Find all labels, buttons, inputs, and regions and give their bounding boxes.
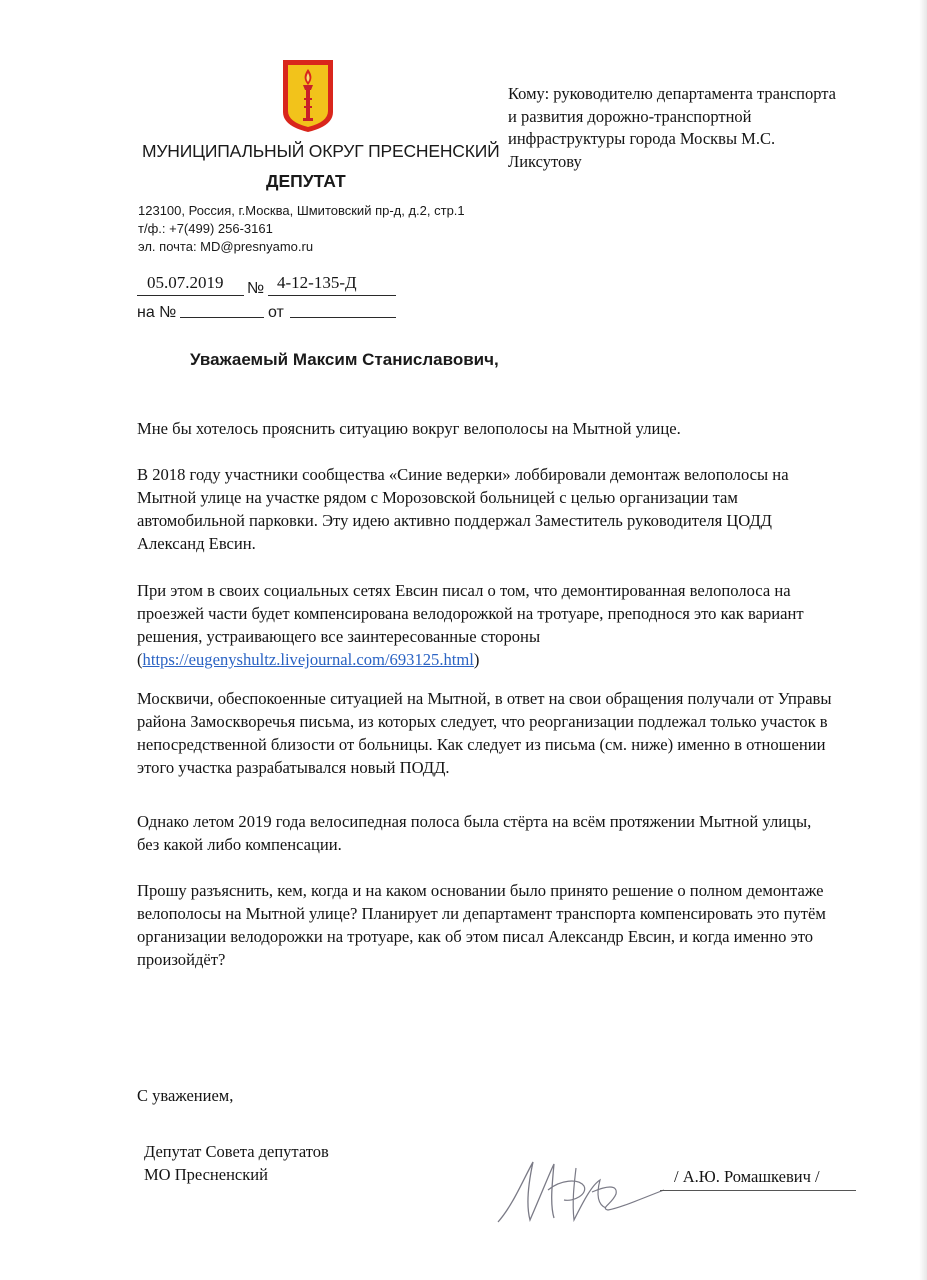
letter-number: 4-12-135-Д [277,273,357,292]
body-paragraph-2: В 2018 году участники сообщества «Синие ведерки» лоббировали демонтаж велополосы на Мытной улице на участке рядом с Морозовской больницей с целью организации там автомобильной парковки. Эту идею активно поддержал Заместитель руководителя ЦОДД Александ Евсин. [137,465,789,553]
livejournal-link[interactable]: https://eugenyshultz.livejournal.com/693125.html [142,650,474,669]
from-date-underline [290,317,396,318]
signatory-organization: МО Пресненский [144,1165,268,1184]
letterhead-title: ДЕПУТАТ [266,171,346,191]
body-paragraph-1: Мне бы хотелось прояснить ситуацию вокруг велополосы на Мытной улице. [137,419,681,438]
body-paragraph-4: Москвичи, обеспокоенные ситуацией на Мытной, в ответ на свои обращения получали от Управы района Замоскворечья письма, из которых следует, что реорганизации подлежал только участок в непосредственной близости от больницы. Как следует из письма (см. ниже) именно в отношении этого участка разрабатывался новый ПОДД. [137,689,832,777]
body-paragraph-5: Однако летом 2019 года велосипедная полоса была стёрта на всём протяжении Мытной улицы, без какой либо компенсации. [137,812,812,854]
date-underline [137,295,244,296]
body-paragraph-3-text: При этом в своих социальных сетях Евсин писал о том, что демонтированная велополоса на проезжей части будет компенсирована велодорожкой на тротуаре, преподнося это как вариант решения, устраивающего все заинтересованные стороны ( [137,581,804,669]
handwritten-signature-icon [488,1150,688,1230]
presnensky-coat-of-arms-icon [279,56,337,134]
page-edge [919,0,927,1280]
reply-number-underline [180,317,264,318]
organization-email: эл. почта: MD@presnyamo.ru [138,239,314,254]
signatory-position: Депутат Совета депутатов [144,1142,329,1161]
number-label: № [247,280,265,297]
closing: С уважением, [137,1086,234,1105]
body-paragraph-6: Прошу разъяснить, кем, когда и на каком основании было принято решение о полном демонтаже велополосы на Мытной улице? Планирует ли департамент транспорта компенсировать это путём организации велодорожки на тротуаре, как об этом писал Александр Евсин, и когда именно это произойдёт? [137,881,826,969]
signatory-name: / А.Ю. Ромашкевич / [674,1167,820,1186]
addressee: Кому: руководителю департамента транспорта и развития дорожно-транспортной инфраструктуры города Москвы М.С. Ликсутову [508,84,836,171]
organization-name: МУНИЦИПАЛЬНЫЙ ОКРУГ ПРЕСНЕНСКИЙ [142,141,500,161]
organization-address: 123100, Россия, г.Москва, Шмитовский пр-д, д.2, стр.1 [138,203,465,218]
salutation: Уважаемый Максим Станиславович, [190,350,499,369]
organization-phone: т/ф.: +7(499) 256-3161 [138,221,273,236]
letter-date: 05.07.2019 [147,273,224,292]
body-paragraph-3-end: ) [473,650,480,669]
signature-underline [660,1190,856,1191]
from-label: от [268,304,284,321]
body-paragraph-3 [137,579,837,671]
reply-to-label: на № [137,304,177,321]
number-underline [268,295,396,296]
